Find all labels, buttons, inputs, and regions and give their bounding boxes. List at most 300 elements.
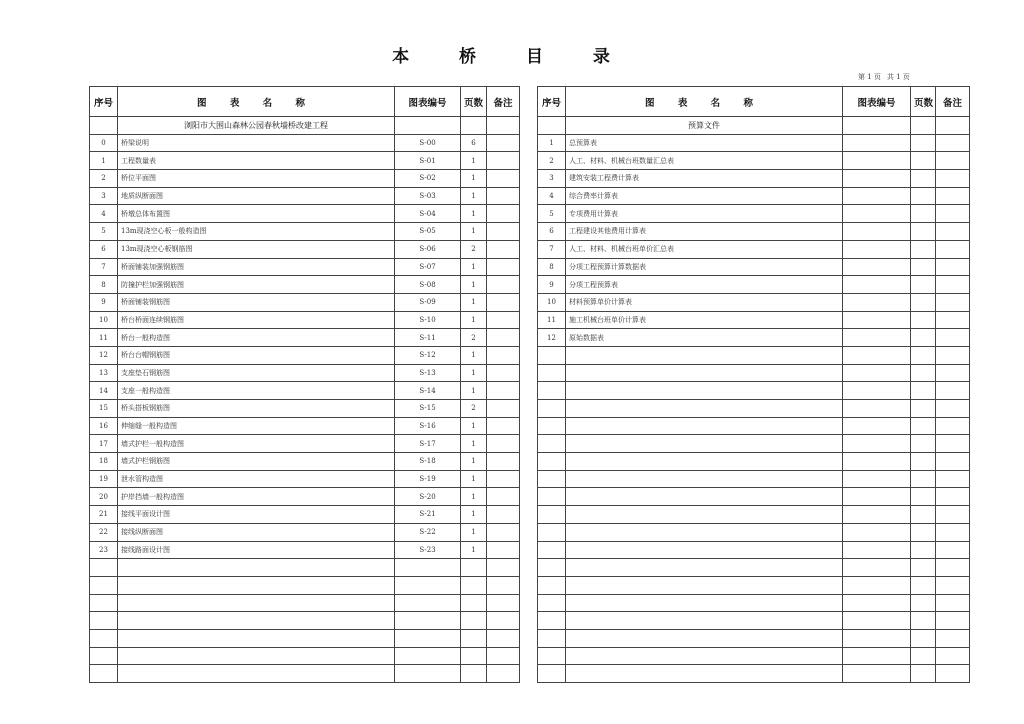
table-row (90, 559, 520, 577)
row-pages (461, 629, 487, 647)
row-seq (90, 594, 118, 612)
row-pages (911, 629, 936, 647)
row-seq (538, 594, 566, 612)
row-pages (911, 205, 936, 223)
row-code (843, 223, 911, 241)
row-name: 支座垫石钢筋图 (118, 364, 395, 382)
row-pages: 1 (461, 541, 487, 559)
row-pages (911, 329, 936, 347)
row-pages (911, 382, 936, 400)
row-code: S-09 (395, 293, 461, 311)
row-seq: 7 (90, 258, 118, 276)
row-seq: 2 (90, 170, 118, 188)
row-name: 桥位平面图 (118, 170, 395, 188)
row-name: 专项费用计算表 (566, 205, 843, 223)
table-row (90, 258, 520, 276)
row-pages (461, 576, 487, 594)
row-pages: 1 (461, 276, 487, 294)
row-pages (911, 435, 936, 453)
row-note (936, 152, 970, 170)
row-name (566, 364, 843, 382)
section-seq-cell (90, 117, 118, 135)
row-pages (911, 364, 936, 382)
row-name (566, 541, 843, 559)
row-name (566, 506, 843, 524)
row-pages: 1 (461, 364, 487, 382)
row-pages (911, 488, 936, 506)
row-pages: 1 (461, 453, 487, 471)
row-name: 桥头搭板钢筋图 (118, 400, 395, 418)
row-note (936, 453, 970, 471)
row-name (566, 629, 843, 647)
table-row (538, 223, 970, 241)
table-row (538, 276, 970, 294)
row-pages (911, 417, 936, 435)
row-note (487, 506, 520, 524)
header-code: 图表编号 (395, 87, 461, 117)
row-code (843, 417, 911, 435)
table-row (90, 453, 520, 471)
table-row (90, 382, 520, 400)
row-note (936, 258, 970, 276)
row-note (487, 329, 520, 347)
row-name: 施工机械台班单价计算表 (566, 311, 843, 329)
row-seq: 10 (538, 293, 566, 311)
row-name: 桥台台帽钢筋图 (118, 346, 395, 364)
row-note (487, 488, 520, 506)
table-row (538, 576, 970, 594)
row-note (936, 506, 970, 524)
row-name (118, 647, 395, 665)
empty-cell (395, 117, 461, 135)
row-code: S-04 (395, 205, 461, 223)
row-code: S-11 (395, 329, 461, 347)
table-row (538, 170, 970, 188)
row-code (843, 364, 911, 382)
table-row (538, 382, 970, 400)
section-row (538, 117, 970, 135)
row-note (936, 311, 970, 329)
row-code: S-23 (395, 541, 461, 559)
row-seq (538, 559, 566, 577)
row-note (936, 629, 970, 647)
row-pages: 6 (461, 134, 487, 152)
row-pages: 2 (461, 329, 487, 347)
row-name: 人工、材料、机械台班数量汇总表 (566, 152, 843, 170)
row-seq: 18 (90, 453, 118, 471)
row-pages: 1 (461, 346, 487, 364)
row-code: S-13 (395, 364, 461, 382)
row-name: 地质纵断面图 (118, 187, 395, 205)
table-row (538, 134, 970, 152)
row-name (566, 612, 843, 630)
table-row (538, 559, 970, 577)
row-code (843, 576, 911, 594)
row-note (487, 629, 520, 647)
row-name: 桥面铺装钢筋图 (118, 293, 395, 311)
row-code: S-17 (395, 435, 461, 453)
row-name (118, 612, 395, 630)
row-note (487, 453, 520, 471)
row-seq: 15 (90, 400, 118, 418)
row-seq (538, 488, 566, 506)
table-row (538, 417, 970, 435)
table-row (538, 311, 970, 329)
row-note (487, 435, 520, 453)
row-pages (911, 506, 936, 524)
table-row (90, 488, 520, 506)
row-seq: 8 (538, 258, 566, 276)
header-note: 备注 (936, 87, 970, 117)
row-code (843, 311, 911, 329)
row-seq: 9 (538, 276, 566, 294)
row-seq: 10 (90, 311, 118, 329)
header-seq: 序号 (538, 87, 566, 117)
row-note (487, 346, 520, 364)
row-seq: 14 (90, 382, 118, 400)
section-title: 预算文件 (566, 117, 843, 135)
row-pages (911, 293, 936, 311)
row-name: 综合费率计算表 (566, 187, 843, 205)
row-pages: 1 (461, 382, 487, 400)
row-name (566, 594, 843, 612)
row-pages (911, 541, 936, 559)
row-seq: 20 (90, 488, 118, 506)
row-seq: 17 (90, 435, 118, 453)
empty-cell (936, 117, 970, 135)
row-name (566, 559, 843, 577)
row-note (936, 134, 970, 152)
row-name (566, 382, 843, 400)
row-seq: 11 (538, 311, 566, 329)
row-note (936, 382, 970, 400)
empty-cell (461, 117, 487, 135)
table-row (538, 541, 970, 559)
row-seq (538, 400, 566, 418)
row-pages: 1 (461, 488, 487, 506)
row-code: S-21 (395, 506, 461, 524)
row-seq (90, 629, 118, 647)
row-code (843, 400, 911, 418)
row-note (936, 400, 970, 418)
row-seq: 11 (90, 329, 118, 347)
row-note (936, 223, 970, 241)
row-name: 桥面铺装加强钢筋图 (118, 258, 395, 276)
row-seq (90, 647, 118, 665)
row-seq (90, 665, 118, 683)
row-name: 原始数据表 (566, 329, 843, 347)
row-seq: 13 (90, 364, 118, 382)
row-note (487, 417, 520, 435)
row-name (118, 594, 395, 612)
row-name: 接线路面设计图 (118, 541, 395, 559)
row-pages (911, 170, 936, 188)
row-pages: 1 (461, 506, 487, 524)
row-seq (538, 612, 566, 630)
row-pages (911, 276, 936, 294)
row-code (843, 152, 911, 170)
row-code: S-02 (395, 170, 461, 188)
row-note (936, 647, 970, 665)
row-pages (461, 559, 487, 577)
row-name (566, 523, 843, 541)
row-note (487, 541, 520, 559)
table-row (538, 329, 970, 347)
row-name (566, 400, 843, 418)
row-note (936, 293, 970, 311)
row-pages (911, 134, 936, 152)
row-seq: 0 (90, 134, 118, 152)
row-pages (911, 187, 936, 205)
row-seq: 5 (90, 223, 118, 241)
row-name (566, 417, 843, 435)
table-row (538, 523, 970, 541)
row-pages: 2 (461, 240, 487, 258)
row-note (936, 488, 970, 506)
empty-cell (487, 117, 520, 135)
row-code (843, 488, 911, 506)
row-note (936, 470, 970, 488)
row-code: S-05 (395, 223, 461, 241)
row-seq: 6 (90, 240, 118, 258)
row-code (843, 346, 911, 364)
row-note (487, 240, 520, 258)
row-seq (538, 470, 566, 488)
table-row (90, 665, 520, 683)
row-code (843, 523, 911, 541)
row-code (395, 665, 461, 683)
row-pages (911, 240, 936, 258)
row-note (936, 170, 970, 188)
table-row (90, 187, 520, 205)
row-pages (911, 258, 936, 276)
table-row (538, 612, 970, 630)
row-seq: 1 (538, 134, 566, 152)
row-code: S-01 (395, 152, 461, 170)
row-name (566, 576, 843, 594)
table-row (90, 311, 520, 329)
row-pages: 1 (461, 470, 487, 488)
row-seq (538, 382, 566, 400)
row-note (487, 258, 520, 276)
row-name: 墙式护栏钢筋图 (118, 453, 395, 471)
row-pages: 1 (461, 311, 487, 329)
table-row (90, 400, 520, 418)
row-code (843, 276, 911, 294)
row-name: 分项工程预算计算数据表 (566, 258, 843, 276)
row-pages (461, 612, 487, 630)
row-pages (911, 400, 936, 418)
table-row (538, 346, 970, 364)
row-seq (90, 612, 118, 630)
table-row (90, 629, 520, 647)
row-seq: 19 (90, 470, 118, 488)
row-name: 桥墩总体布置图 (118, 205, 395, 223)
row-seq (538, 647, 566, 665)
row-name (566, 470, 843, 488)
row-seq: 5 (538, 205, 566, 223)
row-note (487, 187, 520, 205)
budget-index-table (537, 86, 970, 683)
row-name: 接线纵断面图 (118, 523, 395, 541)
row-note (487, 382, 520, 400)
section-seq-cell (538, 117, 566, 135)
row-code (843, 240, 911, 258)
row-seq (538, 364, 566, 382)
row-note (936, 187, 970, 205)
row-name: 总预算表 (566, 134, 843, 152)
row-seq (538, 541, 566, 559)
row-code: S-08 (395, 276, 461, 294)
row-seq (90, 576, 118, 594)
row-name (566, 647, 843, 665)
table-row (538, 258, 970, 276)
table-row (90, 523, 520, 541)
row-code (843, 382, 911, 400)
row-pages (911, 576, 936, 594)
row-code (843, 170, 911, 188)
row-name (566, 488, 843, 506)
row-name (118, 559, 395, 577)
row-pages: 1 (461, 417, 487, 435)
row-code (843, 612, 911, 630)
row-note (936, 364, 970, 382)
table-row (538, 506, 970, 524)
row-seq (538, 629, 566, 647)
table-row (538, 470, 970, 488)
row-code: S-14 (395, 382, 461, 400)
row-seq: 4 (538, 187, 566, 205)
row-code: S-22 (395, 523, 461, 541)
row-name: 泄水管构造图 (118, 470, 395, 488)
row-code (395, 629, 461, 647)
table-row (90, 435, 520, 453)
row-pages (911, 612, 936, 630)
row-note (487, 205, 520, 223)
table-row (90, 240, 520, 258)
row-pages (911, 223, 936, 241)
row-name: 13m现浇空心板一般构造图 (118, 223, 395, 241)
row-name: 桥台一般构造图 (118, 329, 395, 347)
row-note (487, 293, 520, 311)
empty-cell (911, 117, 936, 135)
row-seq (538, 435, 566, 453)
row-pages (461, 647, 487, 665)
row-seq: 8 (90, 276, 118, 294)
row-seq: 3 (538, 170, 566, 188)
table-row (90, 417, 520, 435)
row-note (487, 612, 520, 630)
row-code (843, 541, 911, 559)
row-code (843, 435, 911, 453)
row-name (118, 576, 395, 594)
row-pages (911, 346, 936, 364)
row-seq: 16 (90, 417, 118, 435)
row-code (843, 258, 911, 276)
table-row (538, 665, 970, 683)
row-code: S-12 (395, 346, 461, 364)
row-code (843, 329, 911, 347)
row-note (487, 400, 520, 418)
table-row (538, 293, 970, 311)
drawing-index-table (89, 86, 520, 683)
table-row (90, 470, 520, 488)
row-name (566, 453, 843, 471)
header-seq: 序号 (90, 87, 118, 117)
row-code (395, 647, 461, 665)
row-seq: 9 (90, 293, 118, 311)
table-row (90, 205, 520, 223)
table-row (90, 594, 520, 612)
row-seq: 21 (90, 506, 118, 524)
row-name: 伸缩缝一般构造图 (118, 417, 395, 435)
row-code (395, 576, 461, 594)
row-code (843, 134, 911, 152)
row-seq (538, 523, 566, 541)
row-pages: 1 (461, 523, 487, 541)
row-pages (911, 559, 936, 577)
row-code (395, 612, 461, 630)
header-name: 图 表 名 称 (566, 87, 843, 117)
row-code: S-03 (395, 187, 461, 205)
row-seq: 1 (90, 152, 118, 170)
table-row (90, 576, 520, 594)
row-name: 工程建设其他费用计算表 (566, 223, 843, 241)
row-name: 材料预算单价计算表 (566, 293, 843, 311)
table-row (90, 541, 520, 559)
row-pages: 2 (461, 400, 487, 418)
row-code (843, 293, 911, 311)
row-note (936, 346, 970, 364)
table-row (538, 629, 970, 647)
row-note (936, 205, 970, 223)
row-code (843, 205, 911, 223)
row-name: 接线平面设计图 (118, 506, 395, 524)
empty-cell (843, 117, 911, 135)
row-pages: 1 (461, 223, 487, 241)
row-name: 桥梁说明 (118, 134, 395, 152)
table-row (90, 223, 520, 241)
row-note (487, 223, 520, 241)
row-code (843, 647, 911, 665)
row-name: 防撞护栏加强钢筋图 (118, 276, 395, 294)
row-note (487, 647, 520, 665)
row-note (936, 665, 970, 683)
row-note (936, 523, 970, 541)
table-row (90, 329, 520, 347)
table-row (90, 170, 520, 188)
row-note (936, 276, 970, 294)
row-name (118, 629, 395, 647)
row-name: 墙式护栏一般构造图 (118, 435, 395, 453)
row-code (843, 559, 911, 577)
row-name: 支座一般构造图 (118, 382, 395, 400)
row-seq: 23 (90, 541, 118, 559)
row-pages: 1 (461, 187, 487, 205)
table-row (90, 152, 520, 170)
table-row (538, 594, 970, 612)
row-name: 13m现浇空心板钢筋图 (118, 240, 395, 258)
row-seq: 22 (90, 523, 118, 541)
row-name: 分项工程预算表 (566, 276, 843, 294)
table-row (538, 488, 970, 506)
row-code (843, 506, 911, 524)
row-code: S-16 (395, 417, 461, 435)
row-code: S-00 (395, 134, 461, 152)
row-note (487, 134, 520, 152)
page-number: 第 1 页 (858, 73, 881, 81)
row-code (843, 470, 911, 488)
